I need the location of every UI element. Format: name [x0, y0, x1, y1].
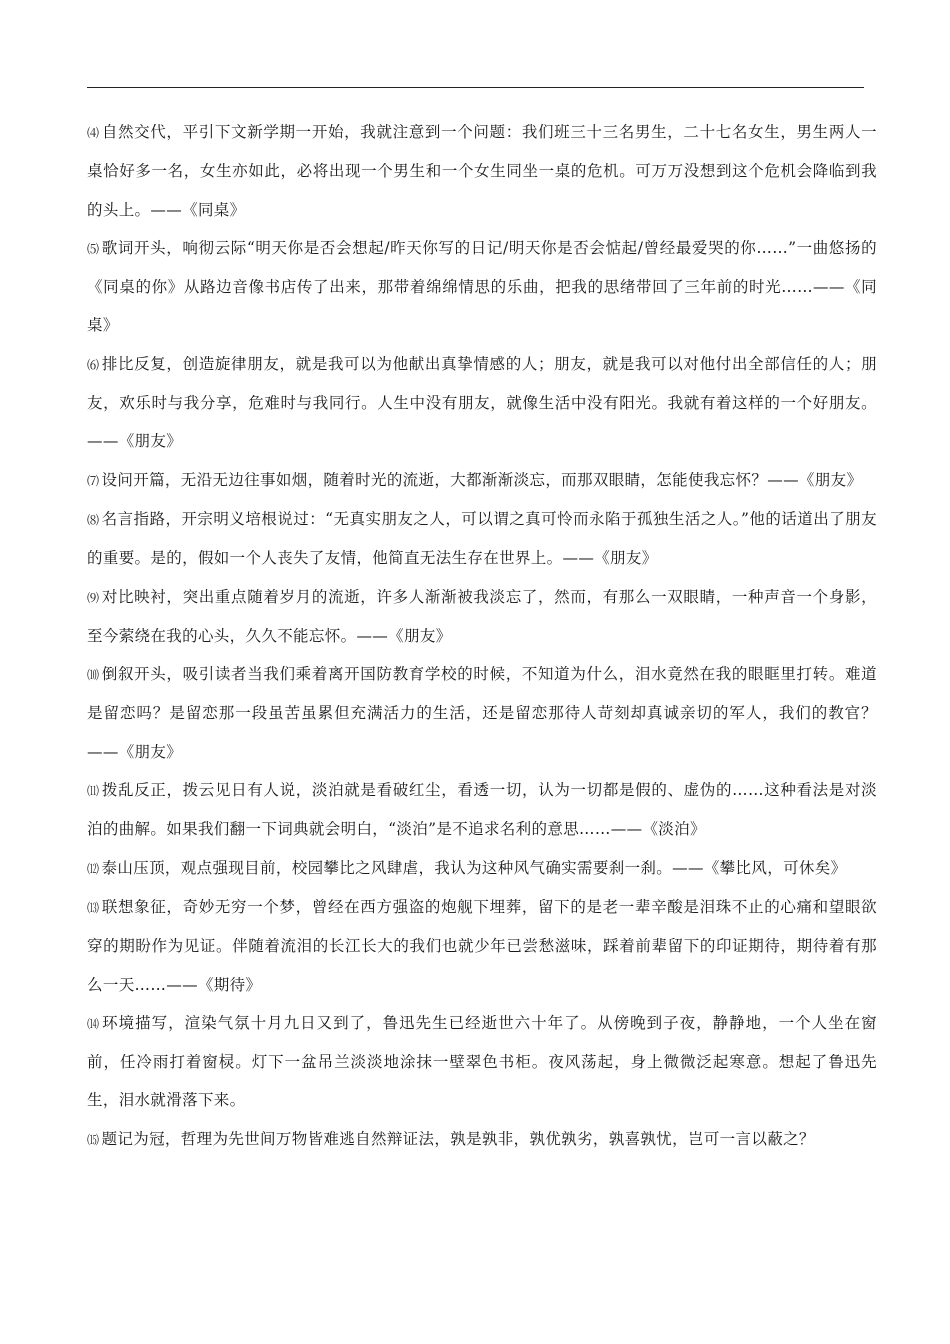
paragraph-text: 题记为冠，哲理为先世间万物皆难逃自然辩证法，孰是孰非，孰优孰劣，孰喜孰忧，岂可一言以蔽之？ [101, 1129, 815, 1148]
paragraph-4 [87, 113, 877, 229]
paragraph-7 [87, 461, 877, 500]
paragraph-number: ⑾ [87, 784, 99, 799]
paragraph-text: 拨乱反正，拨云见日有人说，淡泊就是看破红尘，看透一切，认为一切都是假的、虚伪的……这种看法是对淡泊的曲解。如果我们翻一下词典就会明白，“淡泊”是不追求名利的意思……——《淡泊》 [87, 781, 877, 839]
paragraph-text: 联想象征，奇妙无穷一个梦，曾经在西方强盗的炮舰下埋葬，留下的是老一辈辛酸是泪珠不止的心痛和望眼欲穿的期盼作为见证。伴随着流泪的长江长大的我们也就少年已尝愁滋味，踩着前辈留下的印证期待，期待着有那么一天……——《期待》 [87, 897, 877, 994]
paragraph-number: ⑷ [87, 126, 99, 140]
paragraph-text: 设问开篇，无沿无边往事如烟，随着时光的流逝，大都渐渐淡忘，而那双眼睛，怎能使我忘怀？——《朋友》 [101, 470, 863, 489]
paragraph-number: ⑿ [87, 861, 99, 876]
paragraph-text: 环境描写，渲染气氛十月九日又到了，鲁迅先生已经逝世六十年了。从傍晚到子夜，静静地，一个人坐在窗前，任冷雨打着窗棂。灯下一盆吊兰淡淡地涂抹一壁翠色书柜。夜风荡起，身上微微泛起寒意。想起了鲁迅先生，泪水就滑落下来。 [87, 1013, 877, 1110]
document-body [87, 113, 877, 1159]
paragraph-text: 倒叙开头，吸引读者当我们乘着离开国防教育学校的时候，不知道为什么，泪水竟然在我的眼眶里打转。难道是留恋吗？是留恋那一段虽苦虽累但充满活力的生活，还是留恋那待人苛刻却真诚亲切的军人，我们的教官？——《朋友》 [87, 665, 877, 761]
paragraph-11 [87, 771, 877, 849]
paragraph-number: ⒀ [87, 900, 99, 915]
paragraph-6 [87, 345, 877, 461]
paragraph-9 [87, 578, 877, 656]
paragraph-text: 歌词开头，响彻云际“明天你是否会想起/昨天你写的日记/明天你是否会惦起/曾经最爱哭的你……”一曲悠扬的《同桌的你》从路边音像书店传了出来，那带着绵绵情思的乐曲，把我的思绪带回了三年前的时光……——《同桌》 [87, 238, 877, 335]
paragraph-number: ⒁ [87, 1016, 100, 1031]
top-divider [87, 87, 864, 88]
paragraph-5 [87, 229, 877, 345]
paragraph-text: 泰山压顶，观点强现目前，校园攀比之风肆虐，我认为这种风气确实需要刹一刹。——《攀比风，可休矣》 [101, 858, 847, 877]
paragraph-text: 对比映衬，突出重点随着岁月的流逝，许多人渐渐被我淡忘了，然而，有那么一双眼睛，一种声音一个身影，至今萦绕在我的心头，久久不能忘怀。——《朋友》 [87, 587, 877, 645]
paragraph-number: ⑺ [87, 473, 99, 488]
paragraph-number: ⑸ [87, 241, 99, 256]
paragraph-number: ⑻ [87, 512, 99, 527]
paragraph-13 [87, 888, 877, 1004]
paragraph-8 [87, 500, 877, 578]
paragraph-number: ⑹ [87, 357, 99, 372]
paragraph-number: ⑽ [87, 668, 99, 683]
paragraph-text: 自然交代，平引下文新学期一开始，我就注意到一个问题：我们班三十三名男生，二十七名女生，男生两人一桌恰好多一名，女生亦如此，必将出现一个男生和一个女生同坐一桌的危机。可万万没想到这个危机会降临到我的头上。——《同桌》 [87, 123, 877, 219]
paragraph-text: 排比反复，创造旋律朋友，就是我可以为他献出真挚情感的人；朋友，就是我可以对他付出全部信任的人；朋友，欢乐时与我分享，危难时与我同行。人生中没有朋友，就像生活中没有阳光。我就有着这样的一个好朋友。——《朋友》 [87, 354, 877, 451]
paragraph-text: 名言指路，开宗明义培根说过：“无真实朋友之人，可以谓之真可怜而永陷于孤独生活之人。”他的话道出了朋友的重要。是的，假如一个人丧失了友情，他简直无法生存在世界上。——《朋友》 [87, 509, 877, 568]
paragraph-15 [87, 1120, 877, 1159]
paragraph-number: ⑼ [87, 590, 99, 605]
paragraph-10 [87, 655, 877, 771]
paragraph-12 [87, 849, 877, 888]
paragraph-14 [87, 1004, 877, 1120]
paragraph-number: ⒂ [87, 1132, 99, 1147]
